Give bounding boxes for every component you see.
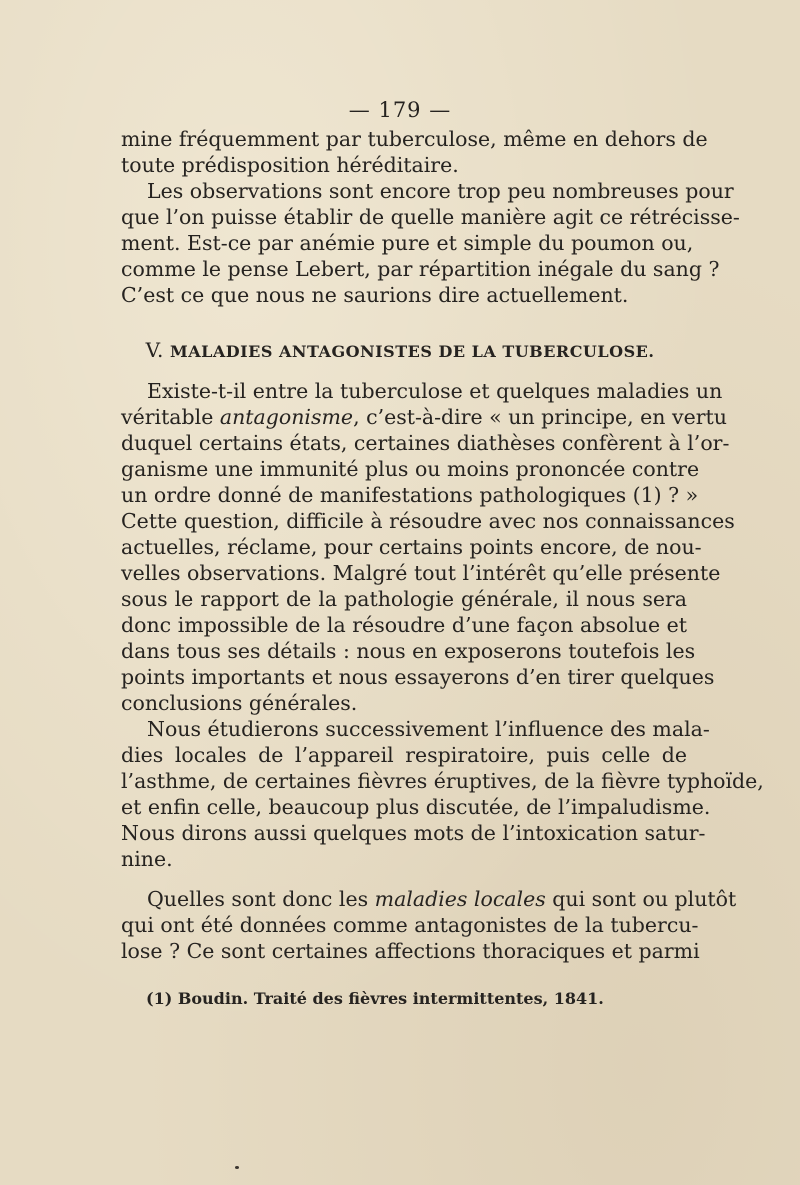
text-line: Nous étudierons successivement l’influence des mala- bbox=[147, 717, 710, 741]
text-line: nine. bbox=[121, 847, 173, 871]
text-line-with-italic bbox=[121, 404, 727, 430]
text-line: toute prédisposition héréditaire. bbox=[121, 153, 459, 177]
text-line: Existe-t-il entre la tuberculose et quelques maladies un bbox=[147, 379, 723, 403]
text-line: conclusions générales. bbox=[121, 691, 358, 715]
text-fragment: , c’est-à-dire « un principe, en vertu bbox=[353, 405, 727, 429]
text-fragment: véritable bbox=[121, 405, 220, 429]
text-line: et enfin celle, beaucoup plus discutée, de l’impaludisme. bbox=[121, 795, 711, 819]
text-line: ganisme une immunité plus ou moins prononcée contre bbox=[121, 457, 700, 481]
text-fragment: Quelles sont donc les bbox=[147, 887, 375, 911]
text-line: sous le rapport de la pathologie générale, il nous sera bbox=[121, 587, 687, 611]
page-number: — 179 — bbox=[348, 98, 452, 122]
text-line: Nous dirons aussi quelques mots de l’intoxication satur- bbox=[121, 821, 706, 845]
section-number: V. bbox=[145, 338, 164, 362]
text-line: points importants et nous essayerons d’en tirer quelques bbox=[121, 665, 715, 689]
text-line: Les observations sont encore trop peu nombreuses pour bbox=[147, 179, 734, 203]
text-line-with-italic bbox=[121, 886, 737, 912]
text-block-top bbox=[121, 126, 740, 308]
text-line: lose ? Ce sont certaines affections thoraciques et parmi bbox=[121, 939, 700, 963]
text-block-middle bbox=[121, 378, 764, 872]
text-line: C’est ce que nous ne saurions dire actuellement. bbox=[121, 283, 629, 307]
text-line: mine fréquemment par tuberculose, même en dehors de bbox=[121, 127, 708, 151]
italic-term: antagonisme bbox=[219, 405, 354, 429]
text-fragment: qui sont ou plutôt bbox=[545, 887, 737, 911]
text-line: que l’on puisse établir de quelle manière agit ce rétrécisse- bbox=[121, 205, 740, 229]
italic-term: maladies locales bbox=[374, 887, 546, 911]
text-line: comme le pense Lebert, par répartition inégale du sang ? bbox=[121, 257, 720, 281]
text-line: l’asthme, de certaines fièvres éruptives, de la fièvre typhoïde, bbox=[121, 769, 764, 793]
section-title: MALADIES ANTAGONISTES DE LA TUBERCULOSE. bbox=[170, 342, 655, 361]
footnote: (1) Boudin. Traité des fièvres intermittentes, 1841. bbox=[146, 989, 604, 1008]
ink-speck bbox=[235, 1166, 239, 1169]
text-line: duquel certains états, certaines diathèses confèrent à l’or- bbox=[121, 431, 730, 455]
text-line: qui ont été données comme antagonistes de la tubercu- bbox=[121, 913, 699, 937]
text-line: Cette question, difficile à résoudre avec nos connaissances bbox=[121, 509, 735, 533]
text-line: dies locales de l’appareil respiratoire, puis celle de bbox=[121, 743, 687, 767]
text-line: velles observations. Malgré tout l’intérêt qu’elle présente bbox=[121, 561, 721, 585]
text-line: donc impossible de la résoudre d’une façon absolue et bbox=[121, 613, 687, 637]
text-block-bottom bbox=[121, 886, 737, 964]
text-line: dans tous ses détails : nous en exposerons toutefois les bbox=[121, 639, 696, 663]
section-heading bbox=[0, 338, 800, 362]
text-line: ment. Est-ce par anémie pure et simple du poumon ou, bbox=[121, 231, 694, 255]
text-line: un ordre donné de manifestations pathologiques (1) ? » bbox=[121, 483, 699, 507]
text-line: actuelles, réclame, pour certains points encore, de nou- bbox=[121, 535, 702, 559]
